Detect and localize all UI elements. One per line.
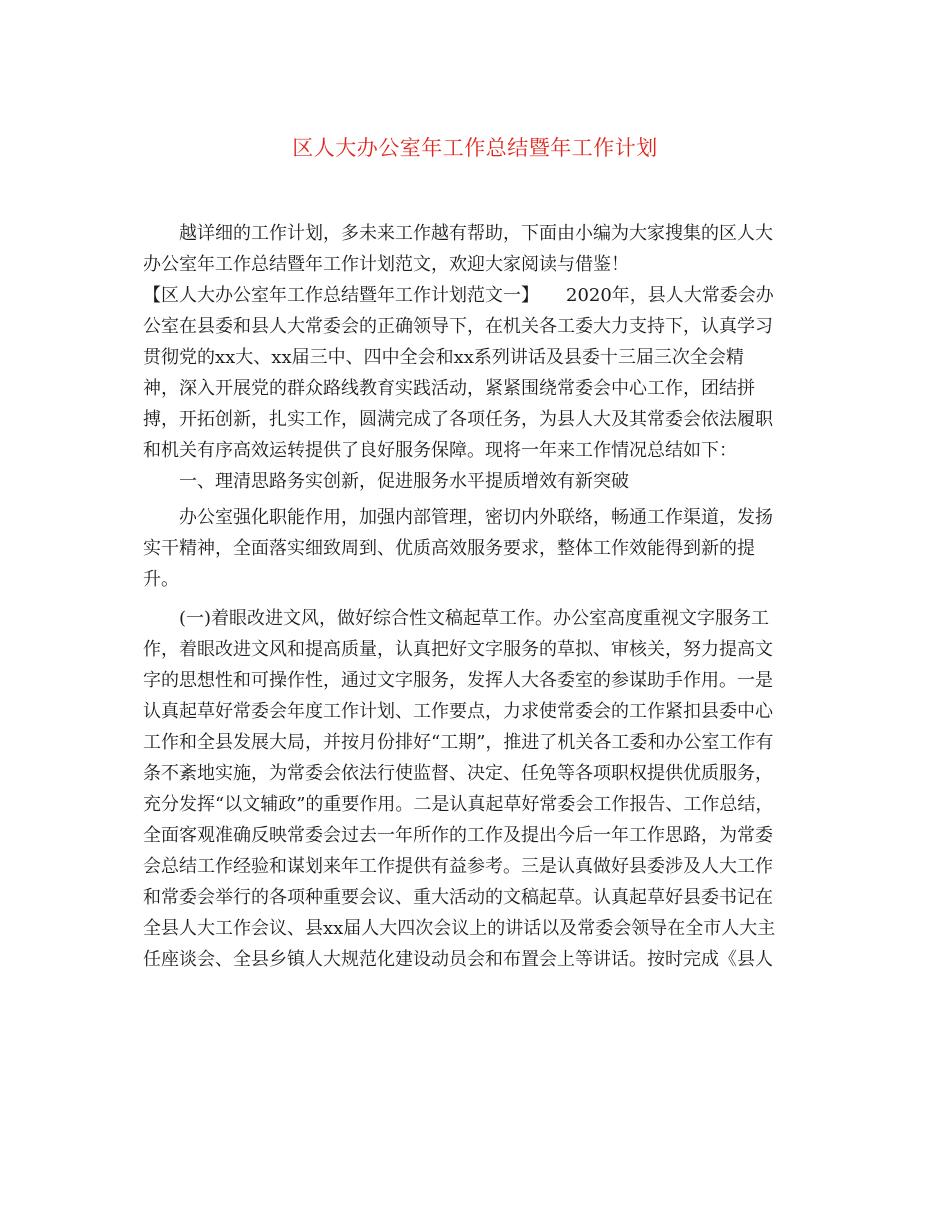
paragraph-line: 作，着眼改进文风和提高质量，认真把好文字服务的草拟、审核关，努力提高文 (143, 639, 773, 660)
paragraph-line: 办公室强化职能作用，加强内部管理，密切内外联络，畅通工作渠道，发扬 (179, 507, 773, 528)
paragraph-line: 【区人大办公室年工作总结暨年工作计划范文一】 2020年，县人大常委会办 (143, 285, 774, 306)
paragraph-line: (一)着眼改进文风，做好综合性文稿起草工作。办公室高度重视文字服务工 (179, 608, 770, 629)
document-body (143, 218, 805, 975)
document-title: 区人大办公室年工作总结暨年工作计划 (292, 136, 658, 160)
paragraph-line: 充分发挥“以文辅政”的重要作用。二是认真起草好常委会工作报告、工作总结， (143, 794, 774, 815)
paragraph-line: 和常委会举行的各项种重要会议、重大活动的文稿起草。认真起草好县委书记在 (143, 887, 773, 908)
paragraph-line: 字的思想性和可操作性，通过文字服务，发挥人大各委室的参谋助手作用。一是 (143, 670, 773, 691)
paragraph-line: 工作和全县发展大局，并按月份排好“工期”，推进了机关各工委和办公室工作有 (143, 732, 774, 753)
paragraph-line: 条不紊地实施，为常委会依法行使监督、决定、任免等各项职权提供优质服务， (143, 763, 773, 784)
paragraph-line: 认真起草好常委会年度工作计划、工作要点，力求使常委会的工作紧扣县委中心 (143, 701, 773, 722)
paragraph-line: 搏，开拓创新，扎实工作，圆满完成了各项任务，为县人大及其常委会依法履职 (143, 409, 773, 430)
paragraph-line: 任座谈会、全县乡镇人大规范化建设动员会和布置会上等讲话。按时完成《县人 (143, 949, 773, 970)
paragraph-line: 办公室年工作总结暨年工作计划范文，欢迎大家阅读与借鉴！ (143, 254, 629, 275)
paragraph-line: 全县人大工作会议、县xx届人大四次会议上的讲话以及常委会领导在全市人大主 (143, 918, 776, 939)
paragraph-line: 升。 (143, 569, 179, 590)
paragraph-line: 贯彻党的xx大、xx届三中、四中全会和xx系列讲话及县委十三届三次全会精 (143, 347, 744, 368)
paragraph-line: 和机关有序高效运转提供了良好服务保障。现将一年来工作情况总结如下： (143, 440, 737, 461)
paragraph-line: 公室在县委和县人大常委会的正确领导下，在机关各工委大力支持下，认真学习 (143, 316, 773, 337)
paragraph-line: 会总结工作经验和谋划来年工作提供有益参考。三是认真做好县委涉及人大工作 (143, 856, 773, 877)
paragraph-line: 实干精神，全面落实细致周到、优质高效服务要求，整体工作效能得到新的提 (143, 538, 755, 559)
paragraph-line: 越详细的工作计划，多未来工作越有帮助，下面由小编为大家搜集的区人大 (179, 223, 773, 244)
paragraph-line: 全面客观准确反映常委会过去一年所作的工作及提出今后一年工作思路，为常委 (143, 825, 773, 846)
paragraph-line: 神，深入开展党的群众路线教育实践活动，紧紧围绕常委会中心工作，团结拼 (143, 378, 755, 399)
section-heading: 一、理清思路务实创新，促进服务水平提质增效有新突破 (179, 471, 629, 492)
